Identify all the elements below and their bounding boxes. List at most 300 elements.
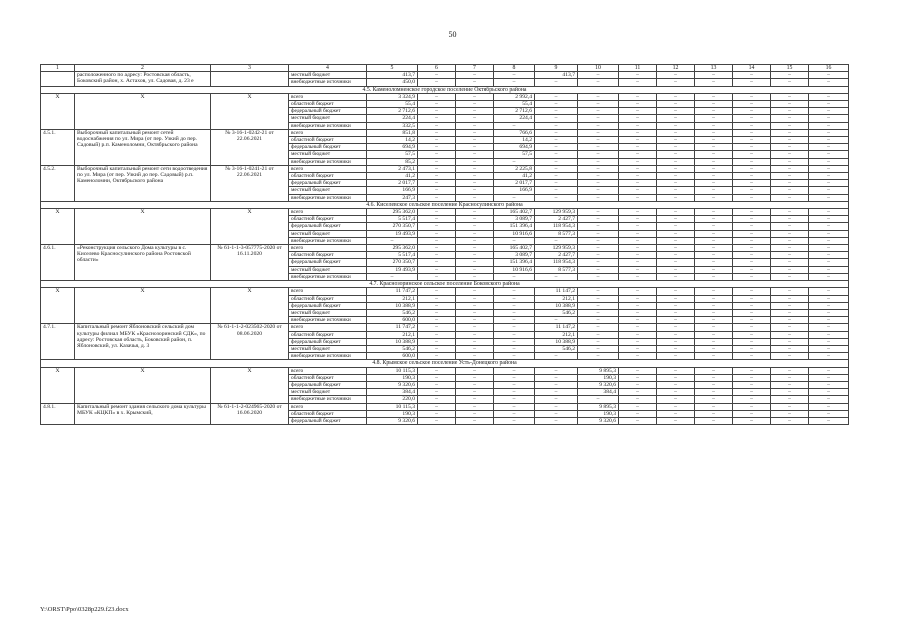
amount-cell: –	[456, 194, 494, 201]
amount-cell: –	[809, 367, 849, 374]
amount-cell: 546,2	[535, 345, 578, 352]
amount-cell: –	[809, 93, 849, 100]
funding-source: федеральный бюджет	[289, 338, 367, 345]
amount-cell: –	[418, 396, 456, 403]
row-number: Х	[41, 288, 75, 324]
amount-cell: –	[494, 331, 535, 338]
amount-cell: 10 115,3	[367, 367, 418, 374]
amount-cell: 413,7	[367, 72, 418, 79]
amount-cell: –	[695, 144, 733, 151]
amount-cell: 766,6	[494, 129, 535, 136]
amount-cell: –	[418, 137, 456, 144]
amount-cell: –	[578, 209, 619, 216]
amount-cell: –	[695, 288, 733, 295]
amount-cell: –	[809, 216, 849, 223]
amount-cell: –	[695, 165, 733, 172]
amount-cell: –	[809, 381, 849, 388]
amount-cell: –	[578, 79, 619, 86]
amount-cell: –	[418, 381, 456, 388]
amount-cell: –	[695, 273, 733, 280]
amount-cell: 2 992,4	[494, 93, 535, 100]
amount-cell: 165 402,7	[494, 209, 535, 216]
amount-cell: 151 396,4	[494, 259, 535, 266]
amount-cell: –	[619, 273, 657, 280]
amount-cell: –	[456, 237, 494, 244]
amount-cell: –	[535, 194, 578, 201]
amount-cell: –	[456, 266, 494, 273]
amount-cell: –	[619, 194, 657, 201]
amount-cell: –	[619, 72, 657, 79]
document-ref: № 61-1-1-2-023502-2020 от 08.06.2020	[211, 324, 289, 360]
amount-cell: –	[733, 194, 771, 201]
amount-cell: –	[619, 129, 657, 136]
amount-cell: 190,3	[578, 374, 619, 381]
amount-cell: –	[695, 245, 733, 252]
funding-source: внебюджетные источники	[289, 194, 367, 201]
amount-cell: –	[771, 266, 809, 273]
amount-cell: –	[657, 230, 695, 237]
budget-source-row	[41, 403, 849, 410]
amount-cell: –	[657, 79, 695, 86]
amount-cell: –	[695, 295, 733, 302]
amount-cell: –	[771, 187, 809, 194]
amount-cell: –	[619, 115, 657, 122]
amount-cell: –	[809, 137, 849, 144]
amount-cell: –	[657, 180, 695, 187]
amount-cell: 546,2	[367, 309, 418, 316]
amount-cell: –	[619, 309, 657, 316]
amount-cell: –	[695, 180, 733, 187]
budget-source-row	[41, 245, 849, 252]
amount-cell: 14,2	[494, 137, 535, 144]
amount-cell: –	[535, 151, 578, 158]
amount-cell: –	[657, 295, 695, 302]
column-number: 14	[733, 65, 771, 72]
amount-cell: –	[578, 115, 619, 122]
amount-cell: –	[695, 187, 733, 194]
funding-source: внебюджетные источники	[289, 396, 367, 403]
amount-cell: –	[771, 252, 809, 259]
amount-cell: –	[619, 108, 657, 115]
amount-cell: –	[771, 216, 809, 223]
column-number: 1	[41, 65, 75, 72]
amount-cell: –	[809, 417, 849, 424]
amount-cell: –	[695, 223, 733, 230]
amount-cell: –	[809, 165, 849, 172]
amount-cell: 10 115,3	[367, 403, 418, 410]
amount-cell: –	[771, 403, 809, 410]
amount-cell: 212,1	[535, 331, 578, 338]
amount-cell: –	[494, 367, 535, 374]
amount-cell: –	[695, 266, 733, 273]
column-number: 13	[695, 65, 733, 72]
amount-cell: –	[578, 266, 619, 273]
amount-cell: –	[733, 295, 771, 302]
amount-cell: –	[619, 374, 657, 381]
funding-source: федеральный бюджет	[289, 144, 367, 151]
page-number: 50	[448, 30, 457, 39]
amount-cell: –	[771, 144, 809, 151]
amount-cell: –	[809, 309, 849, 316]
object-name: Капитальный ремонт Яблоновский сельский дом культуры филиал МБУК «Краснозоринский СДК», по адресу: Ростовская область, Боковский район, п. Яблоновский, ул. Казачья, д. 3	[75, 324, 211, 360]
amount-cell: –	[456, 252, 494, 259]
amount-cell: –	[657, 302, 695, 309]
amount-cell: –	[695, 122, 733, 129]
amount-cell: –	[809, 180, 849, 187]
amount-cell: –	[418, 180, 456, 187]
column-number: 9	[535, 65, 578, 72]
amount-cell: –	[494, 122, 535, 129]
amount-cell: –	[809, 129, 849, 136]
amount-cell: –	[695, 137, 733, 144]
amount-cell: –	[456, 187, 494, 194]
amount-cell: –	[695, 410, 733, 417]
amount-cell: –	[578, 165, 619, 172]
amount-cell: –	[418, 309, 456, 316]
amount-cell: –	[456, 396, 494, 403]
section-title: 4.5. Каменоломненское городское поселение Октябрьского района	[41, 86, 849, 93]
amount-cell: –	[657, 403, 695, 410]
amount-cell: –	[535, 122, 578, 129]
amount-cell: –	[418, 230, 456, 237]
amount-cell: –	[418, 101, 456, 108]
budget-table	[40, 64, 849, 425]
amount-cell: –	[733, 137, 771, 144]
amount-cell: –	[494, 417, 535, 424]
amount-cell: –	[695, 108, 733, 115]
amount-cell: –	[418, 338, 456, 345]
amount-cell: –	[578, 173, 619, 180]
amount-cell: –	[771, 180, 809, 187]
amount-cell: –	[619, 324, 657, 331]
amount-cell: –	[657, 216, 695, 223]
amount-cell: –	[494, 273, 535, 280]
amount-cell: –	[456, 209, 494, 216]
amount-cell: –	[657, 115, 695, 122]
document-ref: № 61-1-1-2-024965-2020 от 16.06.2020	[211, 403, 289, 425]
amount-cell: –	[809, 410, 849, 417]
amount-cell: –	[456, 223, 494, 230]
funding-source: областной бюджет	[289, 137, 367, 144]
amount-cell: –	[619, 331, 657, 338]
amount-cell: –	[657, 252, 695, 259]
object-name: Х	[75, 209, 211, 245]
amount-cell: –	[657, 194, 695, 201]
amount-cell: –	[733, 158, 771, 165]
amount-cell: –	[535, 237, 578, 244]
amount-cell: –	[733, 381, 771, 388]
amount-cell: –	[367, 273, 418, 280]
amount-cell: –	[494, 374, 535, 381]
amount-cell: 9 320,6	[578, 417, 619, 424]
amount-cell: 9 895,3	[578, 367, 619, 374]
object-name: Х	[75, 288, 211, 324]
amount-cell: –	[535, 158, 578, 165]
amount-cell: –	[809, 331, 849, 338]
amount-cell: –	[578, 237, 619, 244]
funding-source: местный бюджет	[289, 187, 367, 194]
budget-source-row	[41, 129, 849, 136]
amount-cell: –	[494, 353, 535, 360]
amount-cell: 694,9	[494, 144, 535, 151]
amount-cell: –	[657, 338, 695, 345]
amount-cell: 212,1	[535, 295, 578, 302]
amount-cell: –	[657, 324, 695, 331]
amount-cell: –	[535, 137, 578, 144]
amount-cell: –	[418, 367, 456, 374]
amount-cell: –	[695, 331, 733, 338]
column-number: 7	[456, 65, 494, 72]
amount-cell: –	[771, 173, 809, 180]
amount-cell: –	[657, 374, 695, 381]
amount-cell: –	[809, 230, 849, 237]
amount-cell: –	[456, 216, 494, 223]
amount-cell: –	[695, 367, 733, 374]
amount-cell: –	[456, 331, 494, 338]
amount-cell: –	[535, 108, 578, 115]
amount-cell: –	[771, 381, 809, 388]
amount-cell: –	[657, 410, 695, 417]
funding-source: федеральный бюджет	[289, 417, 367, 424]
amount-cell: –	[619, 266, 657, 273]
amount-cell: –	[418, 158, 456, 165]
amount-cell: –	[657, 144, 695, 151]
funding-source: внебюджетные источники	[289, 273, 367, 280]
amount-cell: –	[418, 374, 456, 381]
amount-cell: –	[418, 165, 456, 172]
amount-cell: –	[456, 417, 494, 424]
amount-cell: –	[695, 353, 733, 360]
amount-cell: –	[733, 245, 771, 252]
amount-cell: –	[578, 309, 619, 316]
amount-cell: –	[809, 158, 849, 165]
amount-cell: –	[619, 180, 657, 187]
amount-cell: –	[456, 381, 494, 388]
amount-cell: –	[695, 309, 733, 316]
amount-cell: 2 712,6	[494, 108, 535, 115]
amount-cell: –	[733, 252, 771, 259]
amount-cell: –	[535, 396, 578, 403]
amount-cell: 55,4	[494, 101, 535, 108]
object-name: расположенного по адресу: Ростовская область, Боковский район, х. Астахов, ул. Садовая, д. 23 е	[75, 72, 211, 86]
amount-cell: 11 747,2	[367, 324, 418, 331]
amount-cell: –	[695, 237, 733, 244]
row-number: 4.6.1.	[41, 245, 75, 281]
amount-cell: –	[494, 288, 535, 295]
amount-cell: –	[809, 266, 849, 273]
amount-cell: –	[771, 129, 809, 136]
amount-cell: –	[809, 324, 849, 331]
amount-cell: –	[535, 173, 578, 180]
amount-cell: –	[733, 108, 771, 115]
amount-cell: –	[809, 295, 849, 302]
amount-cell: –	[578, 324, 619, 331]
amount-cell: –	[578, 353, 619, 360]
funding-source: всего	[289, 245, 367, 252]
funding-source: внебюджетные источники	[289, 353, 367, 360]
amount-cell: –	[578, 345, 619, 352]
amount-cell: –	[619, 403, 657, 410]
amount-cell: –	[578, 259, 619, 266]
amount-cell: –	[619, 137, 657, 144]
funding-source: внебюджетные источники	[289, 79, 367, 86]
amount-cell: –	[771, 230, 809, 237]
amount-cell: –	[695, 374, 733, 381]
amount-cell: –	[809, 151, 849, 158]
amount-cell: –	[771, 101, 809, 108]
amount-cell: –	[418, 403, 456, 410]
amount-cell: –	[695, 173, 733, 180]
amount-cell: –	[619, 144, 657, 151]
amount-cell: 57,5	[367, 151, 418, 158]
amount-cell: 295 362,0	[367, 209, 418, 216]
amount-cell: –	[733, 101, 771, 108]
amount-cell: 332,5	[367, 122, 418, 129]
amount-cell: –	[619, 101, 657, 108]
amount-cell: –	[733, 389, 771, 396]
amount-cell: –	[657, 396, 695, 403]
funding-source: областной бюджет	[289, 101, 367, 108]
amount-cell: –	[456, 129, 494, 136]
section-title-row	[41, 201, 849, 208]
amount-cell: –	[535, 374, 578, 381]
amount-cell: 212,1	[367, 331, 418, 338]
amount-cell: 224,4	[494, 115, 535, 122]
amount-cell: –	[771, 324, 809, 331]
amount-cell: –	[619, 122, 657, 129]
amount-cell: –	[733, 151, 771, 158]
amount-cell: –	[809, 173, 849, 180]
amount-cell: –	[619, 288, 657, 295]
amount-cell: –	[657, 353, 695, 360]
funding-source: всего	[289, 209, 367, 216]
row-number: Х	[41, 209, 75, 245]
section-title-row	[41, 281, 849, 288]
amount-cell: –	[695, 72, 733, 79]
amount-cell: 270 350,7	[367, 259, 418, 266]
amount-cell: –	[456, 230, 494, 237]
amount-cell: 9 320,6	[367, 381, 418, 388]
amount-cell: –	[418, 324, 456, 331]
funding-source: федеральный бюджет	[289, 108, 367, 115]
document-ref: № 3-16-1-0241-21 от 22.06.2021	[211, 165, 289, 201]
amount-cell: –	[695, 252, 733, 259]
amount-cell: –	[695, 345, 733, 352]
amount-cell: –	[619, 317, 657, 324]
amount-cell: –	[578, 302, 619, 309]
amount-cell: –	[578, 273, 619, 280]
amount-cell: –	[619, 345, 657, 352]
amount-cell: –	[771, 259, 809, 266]
amount-cell: 11 147,2	[535, 288, 578, 295]
amount-cell: –	[535, 180, 578, 187]
amount-cell: –	[657, 223, 695, 230]
amount-cell: –	[535, 389, 578, 396]
amount-cell: 11 147,2	[535, 324, 578, 331]
amount-cell: –	[733, 396, 771, 403]
amount-cell: –	[456, 165, 494, 172]
amount-cell: –	[494, 381, 535, 388]
amount-cell: –	[456, 115, 494, 122]
amount-cell: –	[456, 144, 494, 151]
amount-cell: –	[535, 144, 578, 151]
amount-cell: –	[695, 230, 733, 237]
amount-cell: –	[578, 331, 619, 338]
amount-cell: –	[695, 209, 733, 216]
amount-cell: –	[695, 338, 733, 345]
funding-source: областной бюджет	[289, 374, 367, 381]
amount-cell: 9 320,6	[367, 417, 418, 424]
amount-cell: –	[809, 115, 849, 122]
amount-cell: –	[809, 389, 849, 396]
amount-cell: –	[619, 396, 657, 403]
amount-cell: –	[657, 158, 695, 165]
amount-cell: –	[578, 252, 619, 259]
amount-cell: –	[733, 72, 771, 79]
budget-source-row	[41, 72, 849, 79]
amount-cell: –	[619, 151, 657, 158]
amount-cell: 5 517,4	[367, 252, 418, 259]
amount-cell: –	[733, 93, 771, 100]
amount-cell: –	[456, 151, 494, 158]
amount-cell: –	[733, 309, 771, 316]
amount-cell: –	[535, 187, 578, 194]
amount-cell: 384,4	[578, 389, 619, 396]
amount-cell: –	[695, 259, 733, 266]
amount-cell: –	[578, 158, 619, 165]
amount-cell: –	[695, 324, 733, 331]
section-title: 4.6. Киселевское сельское поселение Красносулинского района	[41, 201, 849, 208]
amount-cell: –	[367, 237, 418, 244]
amount-cell: –	[771, 389, 809, 396]
amount-cell: –	[578, 108, 619, 115]
amount-cell: –	[494, 410, 535, 417]
amount-cell: –	[657, 266, 695, 273]
amount-cell: –	[771, 396, 809, 403]
amount-cell: –	[578, 72, 619, 79]
amount-cell: –	[733, 374, 771, 381]
amount-cell: 118 954,3	[535, 259, 578, 266]
amount-cell: –	[456, 101, 494, 108]
column-number: 10	[578, 65, 619, 72]
amount-cell: –	[456, 403, 494, 410]
column-number: 6	[418, 65, 456, 72]
amount-cell: –	[809, 252, 849, 259]
amount-cell: –	[657, 108, 695, 115]
amount-cell: 14,2	[367, 137, 418, 144]
funding-source: федеральный бюджет	[289, 302, 367, 309]
amount-cell: 270 350,7	[367, 223, 418, 230]
amount-cell: –	[695, 396, 733, 403]
amount-cell: –	[418, 223, 456, 230]
amount-cell: –	[619, 410, 657, 417]
amount-cell: 224,4	[367, 115, 418, 122]
amount-cell: 129 959,3	[535, 209, 578, 216]
amount-cell: 413,7	[535, 72, 578, 79]
budget-source-row	[41, 367, 849, 374]
column-number: 5	[367, 65, 418, 72]
document-ref: Х	[211, 367, 289, 403]
amount-cell: –	[771, 309, 809, 316]
amount-cell: –	[809, 194, 849, 201]
amount-cell: –	[771, 151, 809, 158]
amount-cell: 118 954,3	[535, 223, 578, 230]
amount-cell: 546,2	[367, 345, 418, 352]
amount-cell: –	[809, 259, 849, 266]
amount-cell: –	[733, 209, 771, 216]
amount-cell: 2 712,6	[367, 108, 418, 115]
amount-cell: –	[695, 389, 733, 396]
